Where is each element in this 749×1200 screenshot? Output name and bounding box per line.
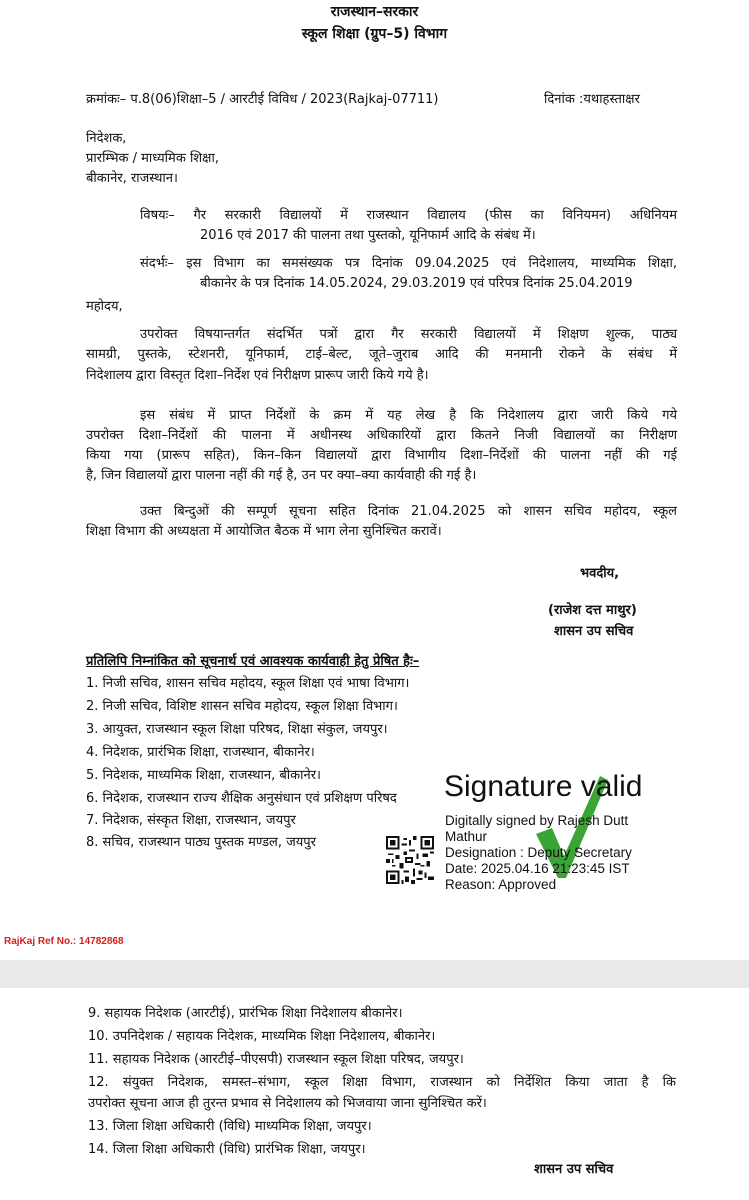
signature-line-1: Digitally signed by Rajesh Dutt [445,813,629,828]
page-separator [0,960,749,988]
para1-line-2: सामग्री, पुस्तके, स्टेशनरी, यूनिफार्म, टाई–बेल्ट, जूते–जुराब आदि की मनमानी रोकने के संबंध में [86,347,677,362]
subject-line-2: 2016 एवं 2017 की पालना तथा पुस्तको, यूनिफार्म आदि के संबंध में। [200,228,536,243]
addressee-line-2: प्रारम्भिक / माध्यमिक शिक्षा, [86,151,219,166]
signature-line-4: Date: 2025.04.16 21:23:45 IST [445,861,630,876]
copy-item-10: 10. उपनिदेशक / सहायक निदेशक, माध्यमिक शिक्षा निदेशालय, बीकानेर। [88,1029,436,1044]
letter-page-2 [0,988,749,1200]
subject-line-1: विषयः– गैर सरकारी विद्यालयों में राजस्थान विद्यालय (फीस का विनियमन) अधिनियम [140,208,677,223]
para1-line-3: निदेशालय द्वारा विस्तृत दिशा–निर्देश एवं निरीक्षण प्रारूप जारी किये गये है। [86,368,429,383]
para3-line-2: शिक्षा विभाग की अध्यक्षता में आयोजित बैठक में भाग लेना सुनिश्चित करावें। [86,524,442,539]
letter-date: दिनांक :यथाहस्ताक्षर [544,92,640,107]
para1-line-1: उपरोक्त विषयान्तर्गत संदर्भित पत्रों द्वारा गैर सरकारी विद्यालयों में शिक्षण शुल्क, पाठ्य [140,327,677,342]
reference-number: क्रमांकः– प.8(06)शिक्षा–5 / आरटीई विविध / 2023(Rajkaj-07711) [86,92,439,107]
rajkaj-reference: RajKaj Ref No.: 14782868 [4,936,124,947]
copy-item-1: 1. निजी सचिव, शासन सचिव महोदय, स्कूल शिक्षा एवं भाषा विभाग। [86,676,410,691]
copy-item-3: 3. आयुक्त, राजस्थान स्कूल शिक्षा परिषद, शिक्षा संकुल, जयपुर। [86,722,388,737]
reference-letters-line-2: बीकानेर के पत्र दिनांक 14.05.2024, 29.03.2019 एवं परिपत्र दिनांक 25.04.2019 [200,276,633,291]
para2-line-4: है, जिन विद्यालयों द्वारा पालना नहीं की गई है, उन पर क्या–क्या कार्यवाही की गई है। [86,468,477,483]
addressee-line-1: निदेशक, [86,131,127,146]
copy-item-8: 8. सचिव, राजस्थान पाठ्य पुस्तक मण्डल, जयपुर [86,835,316,850]
closing-yours: भवदीय, [580,566,620,581]
para2-line-1: इस संबंध में प्राप्त निर्देशों के क्रम में यह लेख है कि निदेशालय द्वारा जारी किये गये [140,408,677,423]
copy-item-14: 14. जिला शिक्षा अधिकारी (विधि) प्रारंभिक शिक्षा, जयपुर। [88,1142,366,1157]
copy-item-7: 7. निदेशक, संस्कृत शिक्षा, राजस्थान, जयपुर [86,813,296,828]
signatory-designation: शासन उप सचिव [554,624,634,639]
copy-item-5: 5. निदेशक, माध्यमिक शिक्षा, राजस्थान, बीकानेर। [86,768,321,783]
salutation: महोदय, [86,299,123,314]
para3-line-1: उक्त बिन्दुओं की सम्पूर्ण सूचना सहित दिनांक 21.04.2025 को शासन सचिव महोदय, स्कूल [140,504,677,519]
copy-item-2: 2. निजी सचिव, विशिष्ट शासन सचिव महोदय, स्कूल शिक्षा विभाग। [86,699,398,714]
addressee-line-3: बीकानेर, राजस्थान। [86,171,178,186]
copy-item-11: 11. सहायक निदेशक (आरटीई–पीएसपी) राजस्थान स्कूल शिक्षा परिषद, जयपुर। [88,1052,464,1067]
copy-item-4: 4. निदेशक, प्रारंभिक शिक्षा, राजस्थान, बीकानेर। [86,745,315,760]
para2-line-3: किया गया (प्रारूप सहित), किन–किन विद्यालयों द्वारा विभागीय दिशा–निर्देशों की पालना नहीं की गई [86,448,677,463]
signature-line-2: Mathur [445,829,488,844]
page2-signatory: शासन उप सचिव [534,1162,614,1177]
copy-item-9: 9. सहायक निदेशक (आरटीई), प्रारंभिक शिक्षा निदेशालय बीकानेर। [88,1006,403,1021]
department-heading: स्कूल शिक्षा (ग्रुप–5) विभाग [301,26,448,42]
qr-code-icon [386,836,434,884]
copy-item-12-continued: उपरोक्त सूचना आज ही तुरन्त प्रभाव से निदेशालय को भिजवाया जाना सुनिश्चित करें। [88,1096,487,1111]
copy-item-13: 13. जिला शिक्षा अधिकारी (विधि) माध्यमिक शिक्षा, जयपुर। [88,1119,372,1134]
copy-item-12: 12. संयुक्त निदेशक, समस्त–संभाग, स्कूल शिक्षा विभाग, राजस्थान को निर्देशित किया जाता है कि [88,1075,676,1090]
government-heading: राजस्थान–सरकार [330,4,419,20]
signature-line-3: Designation : Deputy Secretary [445,845,632,860]
reference-letters-line-1: संदर्भः– इस विभाग का समसंख्यक पत्र दिनांक 09.04.2025 एवं निदेशालय, माध्यमिक शिक्षा, [140,256,677,271]
copy-heading: प्रतिलिपि निम्नांकित को सूचनार्थ एवं आवश्यक कार्यवाही हेतु प्रेषित हैः– [86,654,420,669]
signatory-name: (राजेश दत्त माथुर) [548,603,637,618]
para2-line-2: उपरोक्त दिशा–निर्देशों की पालना में अधीनस्थ अधिकारियों द्वारा कितने निजी विद्यालयों का निरीक्षण [86,428,677,443]
signature-line-5: Reason: Approved [445,877,557,892]
copy-item-6: 6. निदेशक, राजस्थान राज्य शैक्षिक अनुसंधान एवं प्रशिक्षण परिषद [86,791,397,806]
signature-valid-title: Signature valid [444,770,643,803]
